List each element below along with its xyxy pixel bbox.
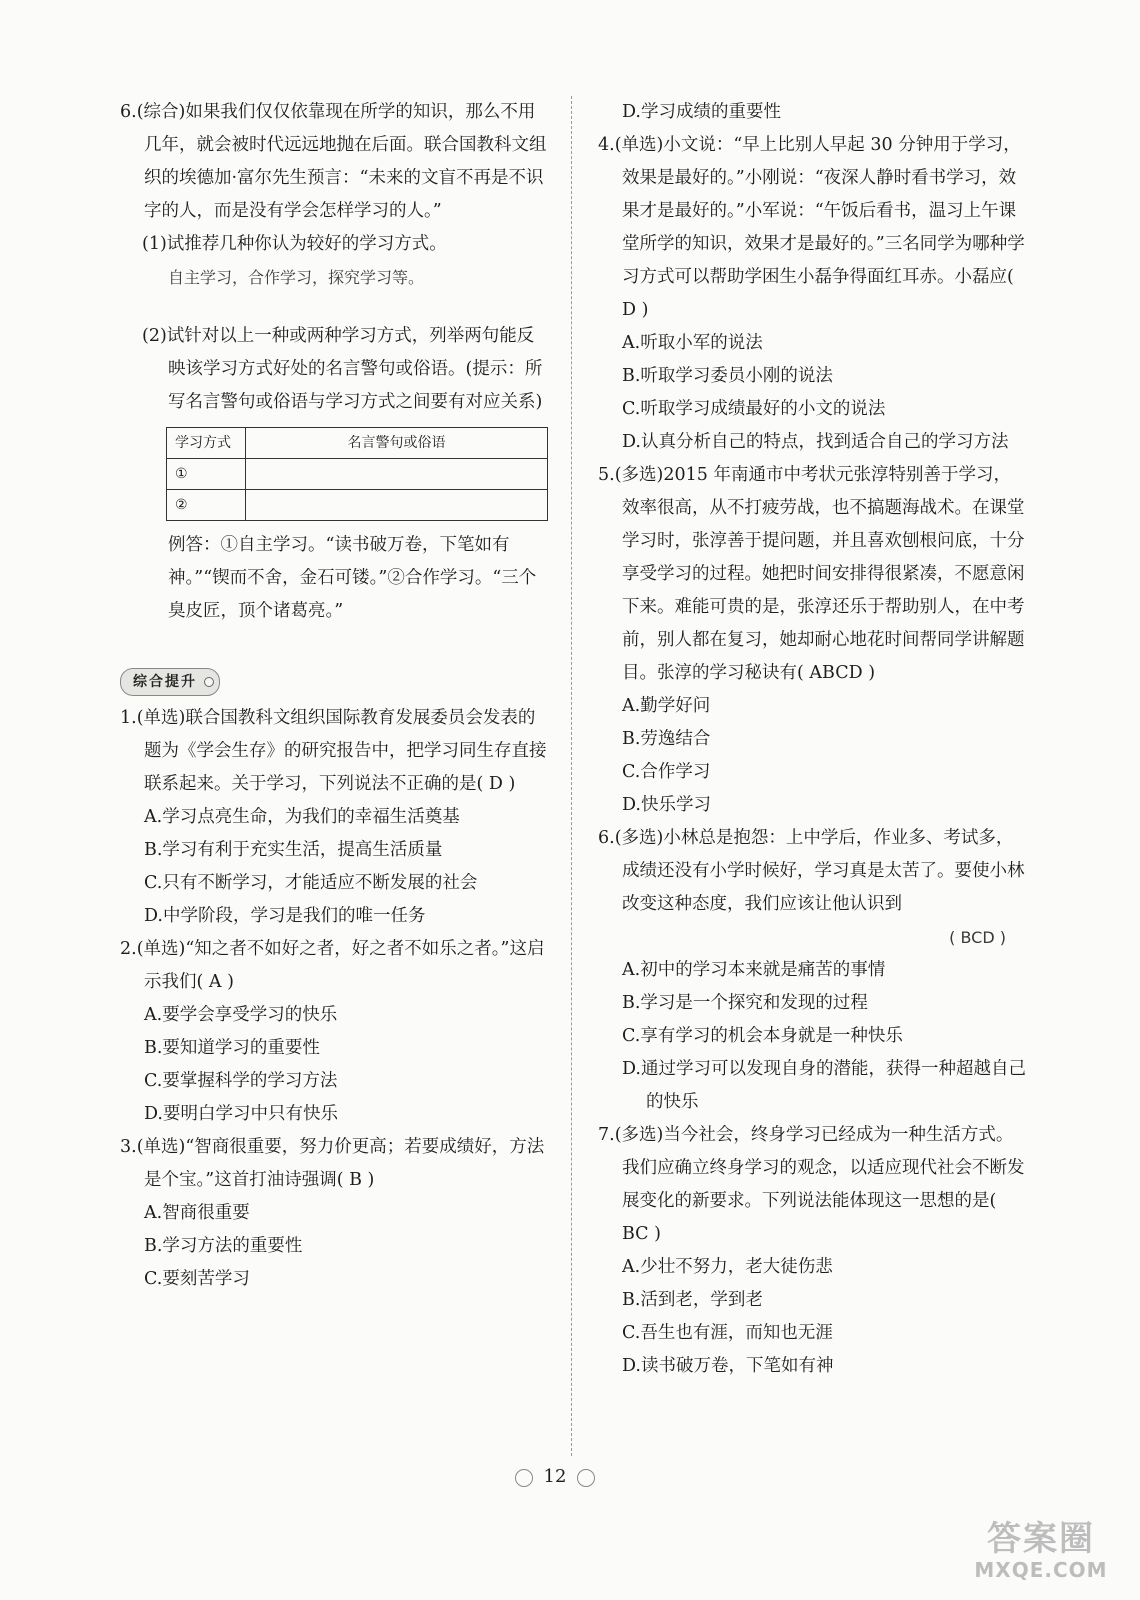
- page-number: 12: [515, 1460, 595, 1494]
- option: A.勤学好问: [622, 696, 711, 716]
- option: B.学习有利于充实生活，提高生活质量: [144, 840, 443, 860]
- option: A.学习点亮生命，为我们的幸福生活奠基: [144, 807, 460, 827]
- option: A.初中的学习本来就是痛苦的事情: [622, 960, 886, 980]
- option: D.要明白学习中只有快乐: [144, 1104, 338, 1124]
- table-cell: [246, 490, 548, 521]
- table-header-cell: 学习方式: [167, 428, 246, 459]
- question-7: 7.(多选)当今社会，终身学习已经成为一种生活方式。我们应确立终身学习的观念，以适应现代社会不断发展变化的新要求。下列说法能体现这一思想的是( BC ): [598, 1125, 1025, 1244]
- option: D.认真分析自己的特点，找到适合自己的学习方法: [622, 432, 1009, 452]
- question-3: 3.(单选)“智商很重要，努力价更高；若要成绩好，方法是个宝。”这首打油诗强调( B ): [120, 1137, 545, 1190]
- question-4: 4.(单选)小文说：“早上比别人早起 30 分钟用于学习，效果是最好的。”小刚说：“夜深人静时看书学习，效果才是最好的。”小军说：“午饭后看书，温习上午课堂所学的知识，效果才是最好的。”三名同学为哪种学习方式可以帮助学困生小磊争得面红耳赤。小磊应( D ): [598, 135, 1025, 320]
- option: D.学习成绩的重要性: [622, 102, 781, 122]
- option: A.听取小军的说法: [622, 333, 763, 353]
- option: C.要刻苦学习: [144, 1269, 250, 1289]
- option: C.享有学习的机会本身就是一种快乐: [622, 1026, 903, 1046]
- option: C.合作学习: [622, 762, 711, 782]
- watermark-url: MXQE.COM: [974, 1558, 1108, 1582]
- option: A.少壮不努力，老大徒伤悲: [622, 1257, 833, 1277]
- option: B.学习方法的重要性: [144, 1236, 303, 1256]
- question-6-right: 6.(多选)小林总是抱怨：上中学后，作业多、考试多，成绩还没有小学时候好，学习真是太苦了。要使小林改变这种态度，我们应该让他认识到: [598, 828, 1025, 914]
- answer-table: [166, 427, 548, 521]
- option: B.要知道学习的重要性: [144, 1038, 320, 1058]
- option: C.只有不断学习，才能适应不断发展的社会: [144, 873, 478, 893]
- watermark: [956, 1520, 1126, 1582]
- example-answer: 例答：①自主学习。“读书破万卷，下笔如有神。”“锲而不舍，金石可镂。”②合作学习。“三个臭皮匠，顶个诸葛亮。”: [168, 535, 537, 621]
- option: D.快乐学习: [622, 795, 711, 815]
- question-2: 2.(单选)“知之者不如好之者，好之者不如乐之者。”这启示我们( A ): [120, 939, 545, 992]
- left-column: [120, 96, 548, 1296]
- option: A.智商很重要: [144, 1203, 250, 1223]
- section-badge: [120, 668, 220, 696]
- column-divider: [571, 96, 572, 1456]
- table-cell: ②: [167, 490, 246, 521]
- option: B.活到老，学到老: [622, 1290, 763, 1310]
- table-header-cell: 名言警句或俗语: [246, 428, 548, 459]
- option: D.读书破万卷，下笔如有神: [622, 1356, 834, 1376]
- option: C.吾生也有涯，而知也无涯: [622, 1323, 833, 1343]
- option: B.听取学习委员小刚的说法: [622, 366, 833, 386]
- badge-circle-icon: [204, 677, 214, 687]
- option: D.通过学习可以发现自身的潜能，获得一种超越自己的快乐: [622, 1059, 1026, 1112]
- table-row: [167, 490, 548, 521]
- question-5: 5.(多选)2015 年南通市中考状元张淳特别善于学习，效率很高，从不打疲劳战，也不搞题海战术。在课堂学习时，张淳善于提问题，并且喜欢刨根问底，十分享受学习的过程。她把时间安排得很紧凑，不愿意闲下来。难能可贵的是，张淳还乐于帮助别人，在中考前，别人都在复习，她却耐心地花时间帮同学讲解题目。张淳的学习秘诀有( ABCD ): [598, 465, 1025, 683]
- option: B.学习是一个探究和发现的过程: [622, 993, 868, 1013]
- q6-sub1-answer: 自主学习，合作学习，探究学习等。: [168, 268, 425, 287]
- option: A.要学会享受学习的快乐: [144, 1005, 338, 1025]
- table-header-row: [167, 428, 548, 459]
- q6-subquestion-2: (2)试针对以上一种或两种学习方式，列举两句能反映该学习方式好处的名言警句或俗语。(提示：所写名言警句或俗语与学习方式之间要有对应关系): [142, 326, 543, 412]
- option: D.中学阶段，学习是我们的唯一任务: [144, 906, 426, 926]
- right-column: [598, 96, 1026, 1383]
- question-6-left: 6.(综合)如果我们仅仅依靠现在所学的知识，那么不用几年，就会被时代远远地抛在后面。联合国教科文组织的埃德加·富尔先生预言：“未来的文盲不再是不识字的人，而是没有学会怎样学习的人。”: [120, 102, 547, 221]
- option: C.要掌握科学的学习方法: [144, 1071, 338, 1091]
- option: B.劳逸结合: [622, 729, 711, 749]
- q6-answer: ( BCD ): [949, 928, 1006, 947]
- question-1: 1.(单选)联合国教科文组织国际教育发展委员会发表的题为《学会生存》的研究报告中，把学习同生存直接联系起来。关于学习，下列说法不正确的是( D ): [120, 708, 547, 794]
- table-cell: ①: [167, 459, 246, 490]
- section-title: 综合提升: [133, 674, 197, 690]
- option: C.听取学习成绩最好的小文的说法: [622, 399, 886, 419]
- q6-subquestion-1: (1)试推荐几种你认为较好的学习方式。: [142, 234, 447, 254]
- table-row: [167, 459, 548, 490]
- watermark-logo: 答案圈: [987, 1519, 1095, 1559]
- table-cell: [246, 459, 548, 490]
